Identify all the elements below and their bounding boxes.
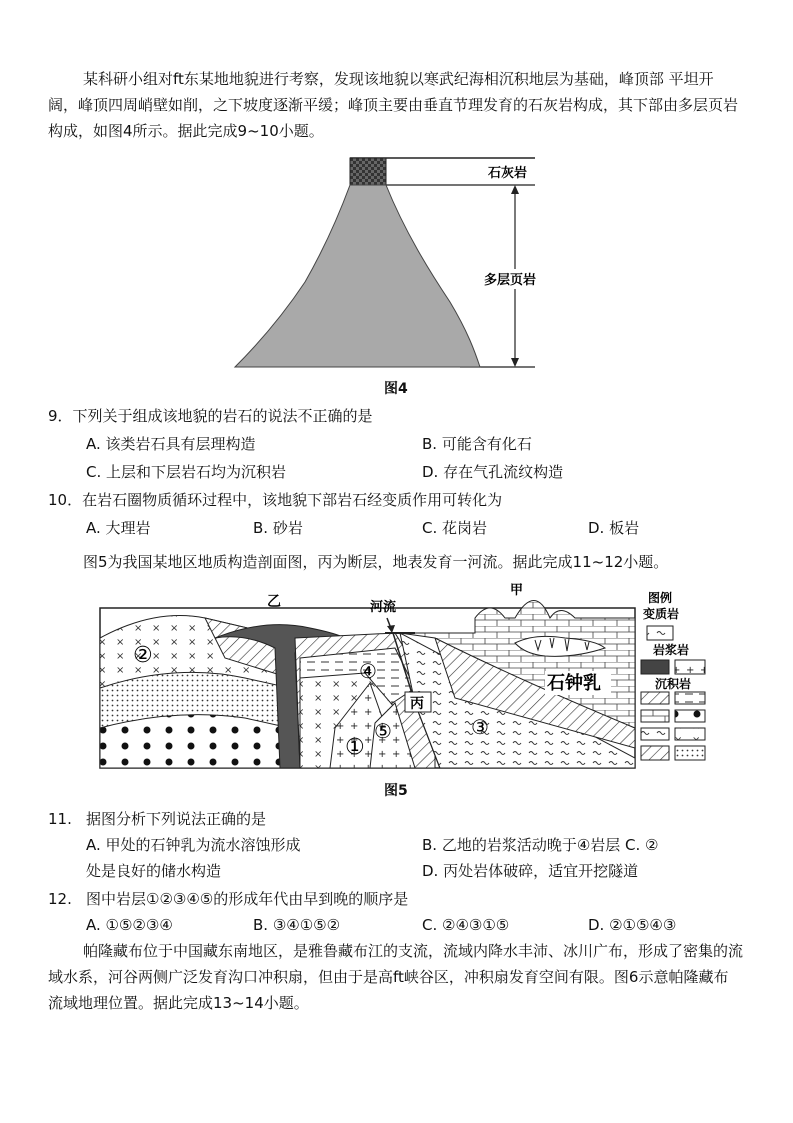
q12-option-b: B. ③④①⑤② (253, 916, 341, 934)
label-river: 河流 (370, 600, 397, 615)
q9-stem: 9．下列关于组成该地貌的岩石的说法不正确的是 (48, 407, 373, 425)
figure-4 (230, 152, 560, 372)
q9-option-a: A. 该类岩石具有层理构造 (86, 435, 256, 453)
legend-sedimentary: 沉积岩 (655, 677, 692, 691)
q10-stem: 10．在岩石圈物质循环过程中，该地貌下部岩石经变质作用可转化为 (48, 491, 503, 509)
intro-paragraph-2: 图5为我国某地区地质构造剖面图，丙为断层，地表发育一河流。据此完成11~12小题。 (83, 553, 669, 571)
q12-number: 12. (48, 890, 72, 908)
label-shale: 多层页岩 (484, 273, 537, 288)
label-limestone: 石灰岩 (488, 166, 528, 181)
q11-option-b: B. 乙地的岩浆活动晚于④岩层 C. ② (422, 836, 659, 854)
layer-num-1: ① (345, 735, 365, 760)
shale-body (235, 185, 480, 367)
q10-option-a: A. 大理岩 (86, 519, 151, 537)
legend-magmatic: 岩浆岩 (653, 643, 690, 657)
intro-paragraph-3: 帕隆藏布位于中国藏东南地区，是雅鲁藏布江的支流，流域内降水丰沛、冰川广布，形成了密集的流域水系，河谷两侧广泛发育沟口冲积扇，但由于是高ft峡谷区，冲积扇发育空间有限。图6示意帕隆藏布流域地理位置。据此完成13~14小题。 (48, 942, 744, 1012)
q12-option-d: D. ②①⑤④③ (588, 916, 677, 934)
q12-stem: 图中岩层①②③④⑤的形成年代由早到晚的顺序是 (86, 890, 409, 908)
layer-num-3: ③ (471, 715, 489, 739)
layer-num-5: ⑤ (374, 719, 392, 743)
q10-option-c: C. 花岗岩 (422, 519, 488, 537)
layer-num-2: ② (133, 643, 153, 668)
figure-5-caption: 图5 (384, 783, 408, 799)
q11-option-c-cont: 处是良好的储水构造 (86, 862, 222, 880)
q10-option-b: B. 砂岩 (253, 519, 303, 537)
layer-num-4: ④ (359, 659, 377, 683)
label-stalactite: 石钟乳 (547, 673, 601, 694)
q11-stem: 据图分析下列说法正确的是 (86, 810, 267, 828)
legend-title: 图例 (648, 591, 673, 605)
intro-paragraph-1: 某科研小组对ft东某地地貌进行考察，发现该地貌以寒武纪海相沉积地层为基础，峰顶部 平坦开阔，峰顶四周峭壁如削，之下坡度逐渐平缓；峰顶主要由垂直节理发育的石灰岩构成，其下部由多层页岩构成，如图4所示。据此完成9~10小题。 (48, 70, 739, 140)
figure-5 (95, 578, 720, 773)
label-yi: 乙 (267, 594, 281, 610)
label-bing: 丙 (410, 696, 424, 712)
figure-4-caption: 图4 (384, 381, 408, 397)
q9-option-b: B. 可能含有化石 (422, 435, 532, 453)
q12-option-a: A. ①⑤②③④ (86, 916, 173, 934)
q11-option-a: A. 甲处的石钟乳为流水溶蚀形成 (86, 836, 301, 854)
legend-metamorphic: 变质岩 (643, 607, 680, 621)
q9-option-c: C. 上层和下层岩石均为沉积岩 (86, 463, 287, 481)
q9-option-d: D. 存在气孔流纹构造 (422, 463, 564, 481)
q10-option-d: D. 板岩 (588, 519, 640, 537)
q12-option-c: C. ②④③①⑤ (422, 916, 510, 934)
figure-5-legend (641, 590, 705, 760)
q11-number: 11. (48, 810, 72, 828)
limestone-cap (350, 158, 386, 185)
label-jia: 甲 (510, 583, 524, 598)
q11-option-d: D. 丙处岩体破碎，适宜开挖隧道 (422, 862, 639, 880)
